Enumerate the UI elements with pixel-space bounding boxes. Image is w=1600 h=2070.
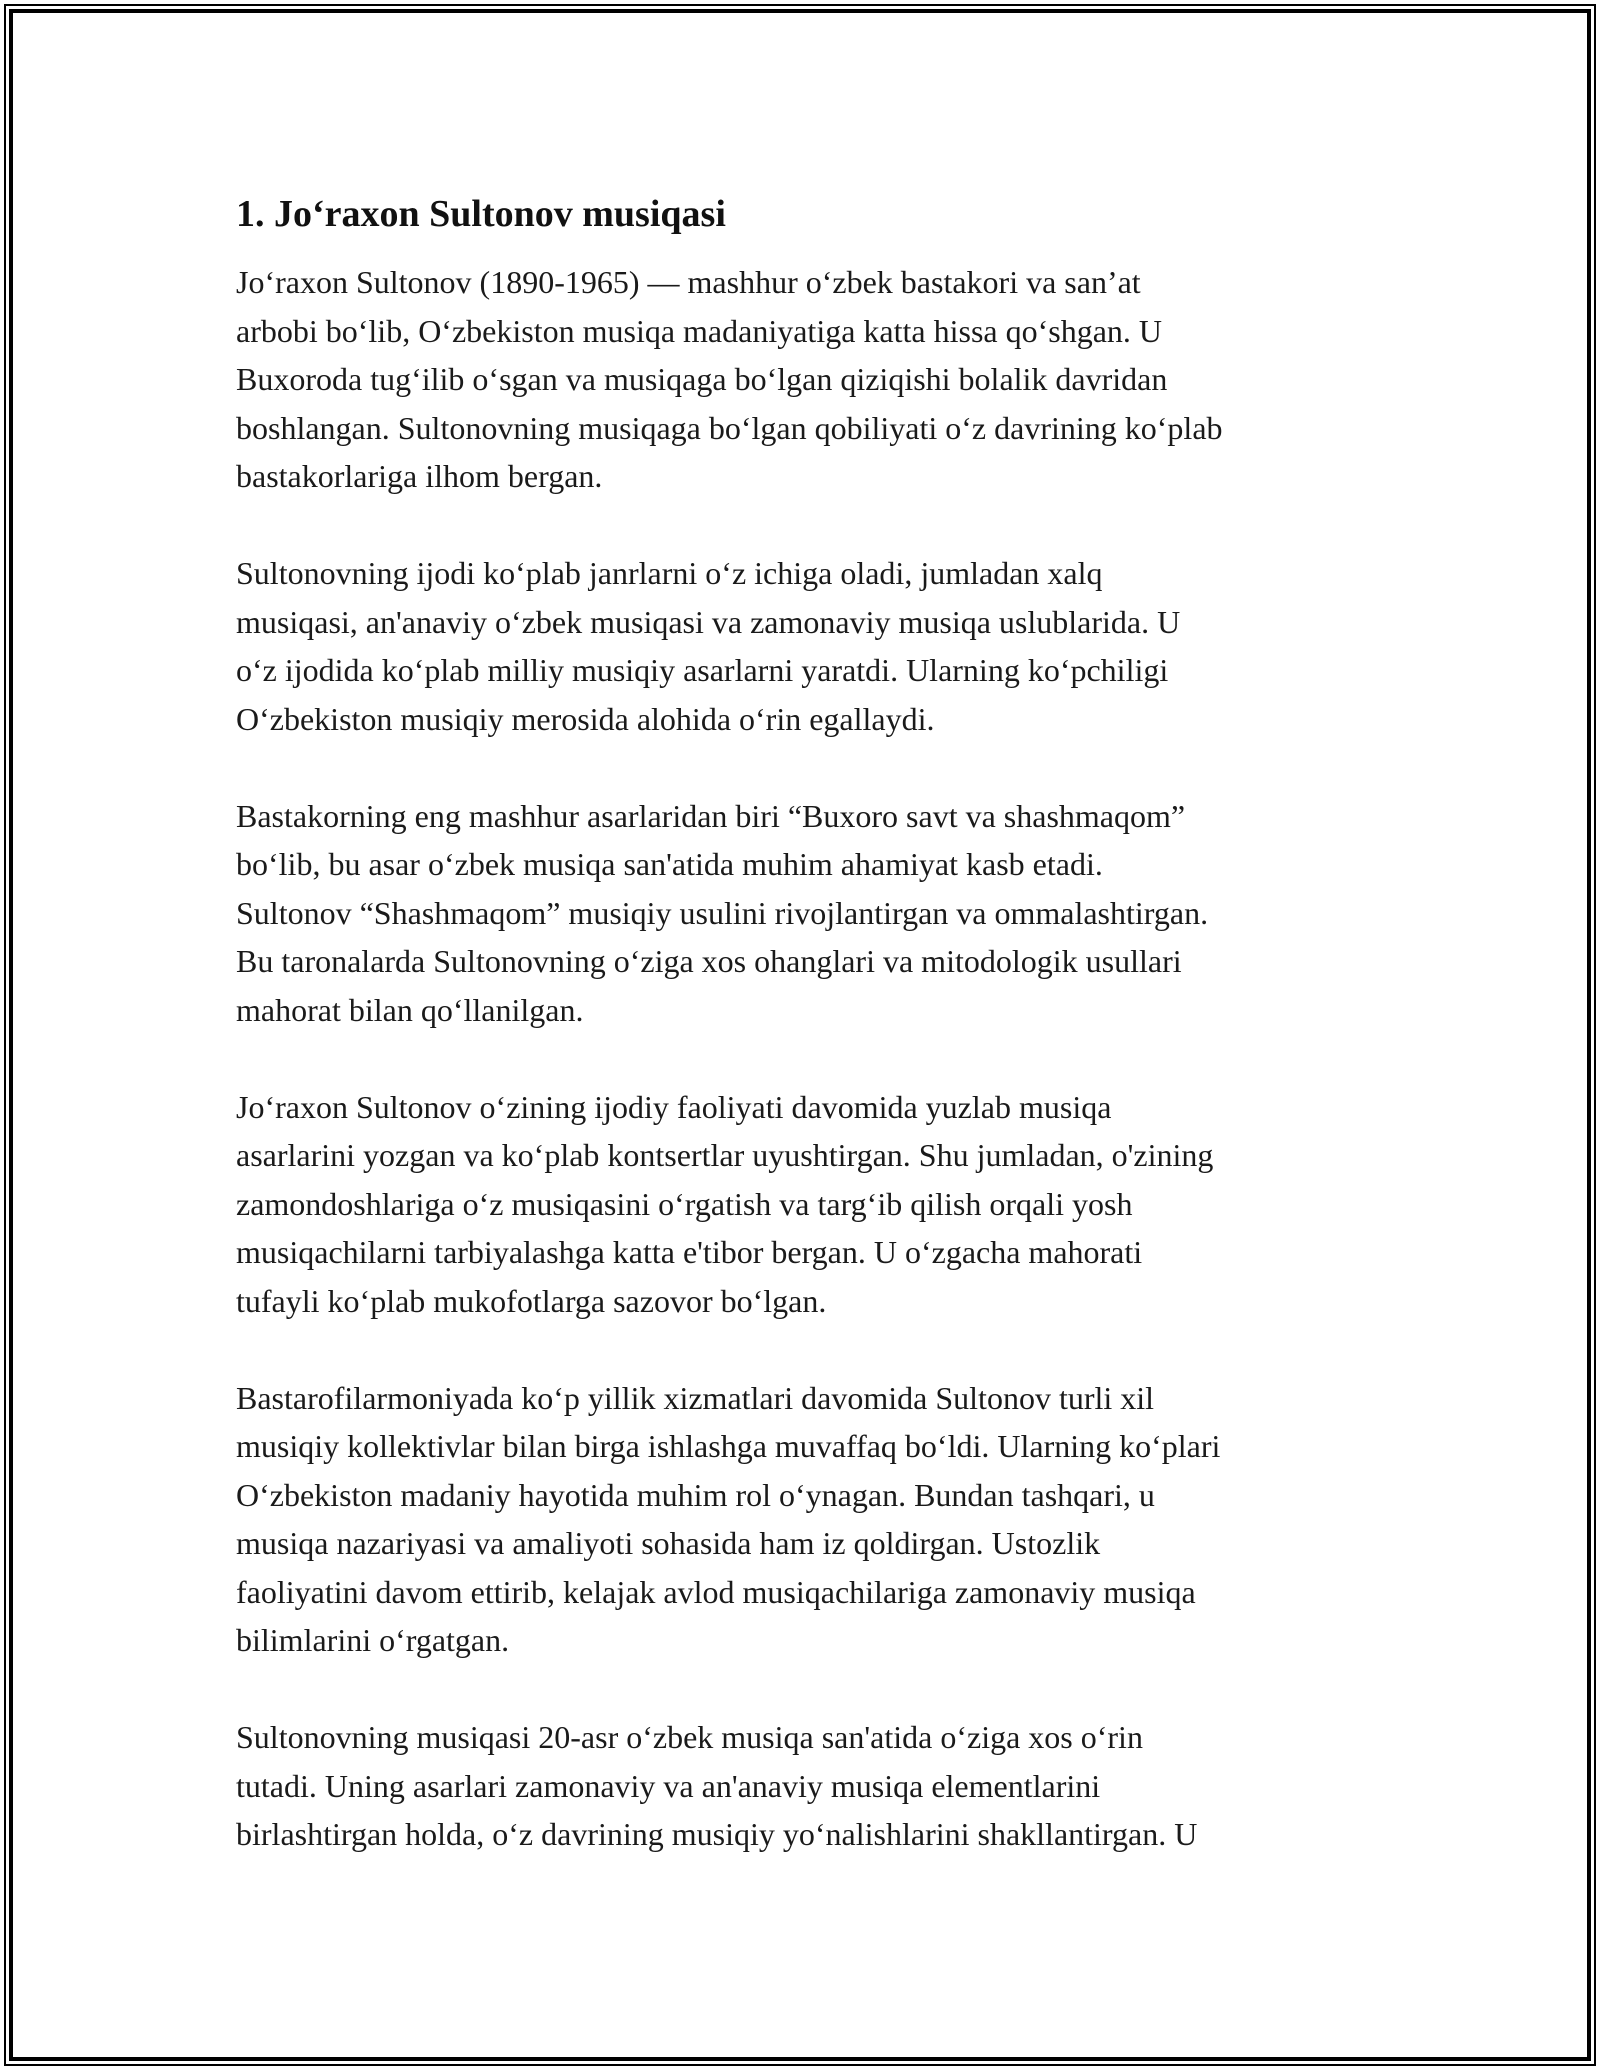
document-body bbox=[236, 182, 1386, 1859]
paragraph-4: Jo‘raxon Sultonov o‘zining ijodiy faoliyati davomida yuzlab musiqa asarlarini yozgan va ko‘plab kontsertlar uyushtirgan. Shu jumladan, o'zining zamondoshlariga o‘z musiqasini o‘rgatish va targ‘ib qilish orqali yosh musiqachilarni tarbiyalashga katta e'tibor bergan. U o‘zgacha mahorati tufayli ko‘plab mukofotlarga sazovor bo‘lgan. bbox=[236, 1088, 1214, 1319]
paragraph-5: Bastarofilarmoniyada ko‘p yillik xizmatlari davomida Sultonov turli xil musiqiy kollektivlar bilan birga ishlashga muvaffaq bo‘ldi. Ularning ko‘plari O‘zbekiston madaniy hayotida muhim rol o‘ynagan. Bundan tashqari, u musiqa nazariyasi va amaliyoti sohasida ham iz qoldirgan. Ustozlik faoliyatini davom ettirib, kelajak avlod musiqachilariga zamonaviy musiqa bilimlarini o‘rgatgan. bbox=[236, 1379, 1221, 1658]
section-title: 1. Jo‘raxon Sultonov musiqasi bbox=[236, 193, 726, 235]
paragraph-6: Sultonovning musiqasi 20-asr o‘zbek musiqa san'atida o‘ziga xos o‘rin tutadi. Uning asarlari zamonaviy va an'anaviy musiqa elementlarini birlashtirgan holda, o‘z davrining musiqiy yo‘nalishlarini shakllantirgan. U bbox=[236, 1719, 1198, 1852]
paragraph-3: Bastakorning eng mashhur asarlaridan biri “Buxoro savt va shashmaqom” bo‘lib, bu asar o‘zbek musiqa san'atida muhim ahamiyat kasb etadi. Sultonov “Shashmaqom” musiqiy usulini rivojlantirgan va ommalashtirgan. Bu taronalarda Sultonovning o‘ziga xos ohanglari va mitodologik usullari mahorat bilan qo‘llanilgan. bbox=[236, 797, 1209, 1028]
paragraph-1: Jo‘raxon Sultonov (1890-1965) — mashhur o‘zbek bastakori va san’at arbobi bo‘lib, O‘zbekiston musiqa madaniyatiga katta hissa qo‘shgan. U Buxoroda tug‘ilib o‘sgan va musiqaga bo‘lgan qiziqishi bolalik davridan boshlangan. Sultonovning musiqaga bo‘lgan qobiliyati o‘z davrining ko‘plab bastakorlariga ilhom bergan. bbox=[236, 264, 1223, 494]
paragraph-2: Sultonovning ijodi ko‘plab janrlarni o‘z ichiga oladi, jumladan xalq musiqasi, an'anaviy o‘zbek musiqasi va zamonaviy musiqa uslublarida. U o‘z ijodida ko‘plab milliy musiqiy asarlarni yaratdi. Ularning ko‘pchiligi O‘zbekiston musiqiy merosida alohida o‘rin egallaydi. bbox=[236, 555, 1181, 737]
